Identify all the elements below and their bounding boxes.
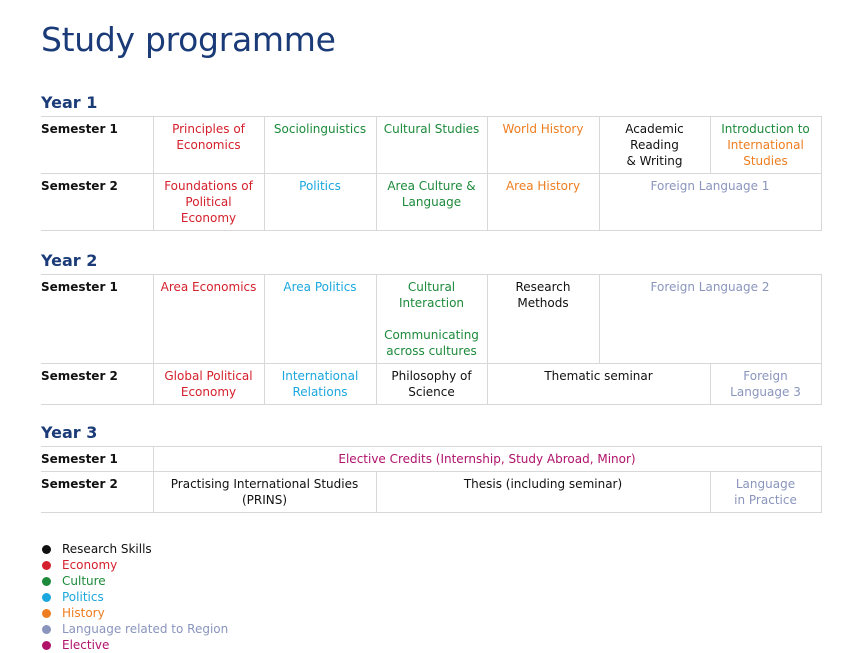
- course-foreign-language-3: Foreign Language 3: [710, 364, 821, 405]
- page-title: Study programme: [41, 20, 336, 59]
- bullet-dot-icon: [42, 641, 51, 650]
- course-global-political-economy: Global Political Economy: [153, 364, 264, 405]
- bullet-dot-icon: [42, 625, 51, 634]
- year-1-table: [41, 116, 822, 231]
- legend: [41, 541, 864, 653]
- course-thesis: Thesis (including seminar): [376, 472, 710, 513]
- year-1-semester-1-row: [41, 117, 821, 174]
- course-foreign-language-2: Foreign Language 2: [599, 275, 821, 364]
- year-1-heading: Year 1: [41, 93, 98, 112]
- semester-label: Semester 2: [41, 174, 153, 231]
- legend-item-language-related-to-region: [41, 621, 864, 637]
- legend-item-history: [41, 605, 864, 621]
- year-2-semester-1-row: [41, 275, 821, 364]
- course-text-line: Academic: [625, 122, 684, 136]
- course-world-history: World History: [487, 117, 599, 174]
- course-text-line: Reading: [630, 138, 679, 152]
- course-text-part: International Studies: [727, 138, 804, 168]
- legend-label: Language related to Region: [62, 622, 229, 636]
- course-sociolinguistics: Sociolinguistics: [264, 117, 376, 174]
- course-foundations-of-political-economy: Foundations of Political Economy: [153, 174, 264, 231]
- year-3-table: [41, 446, 822, 513]
- course-area-politics: Area Politics: [264, 275, 376, 364]
- semester-label: Semester 1: [41, 447, 153, 472]
- course-text-line: & Writing: [626, 154, 683, 168]
- course-text-line: Language: [735, 477, 796, 491]
- legend-label: History: [62, 606, 105, 620]
- legend-item-elective: [41, 637, 864, 653]
- legend-label: Research Skills: [62, 542, 152, 556]
- legend-item-economy: [41, 557, 864, 573]
- legend-item-politics: [41, 589, 864, 605]
- year-2-table: [41, 274, 822, 405]
- course-elective-credits: Elective Credits (Internship, Study Abroad, Minor): [153, 447, 821, 472]
- course-foreign-language-1: Foreign Language 1: [599, 174, 821, 231]
- course-area-economics: Area Economics: [153, 275, 264, 364]
- course-introduction-to-international-studies: [710, 117, 821, 174]
- bullet-dot-icon: [42, 561, 51, 570]
- bullet-dot-icon: [42, 545, 51, 554]
- semester-label: Semester 2: [41, 472, 153, 513]
- legend-label: Culture: [62, 574, 106, 588]
- course-area-culture-language: Area Culture & Language: [376, 174, 487, 231]
- bullet-dot-icon: [42, 593, 51, 602]
- legend-item-culture: [41, 573, 864, 589]
- course-practising-international-studies: Practising International Studies (PRINS): [153, 472, 376, 513]
- legend-label: Elective: [62, 638, 110, 652]
- course-text-line: in Practice: [734, 493, 797, 507]
- semester-label: Semester 2: [41, 364, 153, 405]
- semester-label: Semester 1: [41, 275, 153, 364]
- course-text-part: Introduction to: [721, 122, 810, 136]
- legend-label: Politics: [62, 590, 104, 604]
- course-language-in-practice: [710, 472, 821, 513]
- year-1-semester-2-row: [41, 174, 821, 231]
- bullet-dot-icon: [42, 609, 51, 618]
- course-academic-reading-writing: [599, 117, 710, 174]
- year-2-heading: Year 2: [41, 251, 98, 270]
- semester-label: Semester 1: [41, 117, 153, 174]
- course-thematic-seminar: Thematic seminar: [487, 364, 710, 405]
- bullet-dot-icon: [42, 577, 51, 586]
- course-principles-of-economics: Principles of Economics: [153, 117, 264, 174]
- course-cultural-studies: Cultural Studies: [376, 117, 487, 174]
- legend-label: Economy: [62, 558, 118, 572]
- course-philosophy-of-science: Philosophy of Science: [376, 364, 487, 405]
- course-cultural-interaction: [376, 275, 487, 364]
- course-area-history: Area History: [487, 174, 599, 231]
- course-text-part: Communicating across cultures: [384, 328, 479, 358]
- year-3-semester-1-row: [41, 447, 821, 472]
- year-2-semester-2-row: [41, 364, 821, 405]
- course-research-methods: Research Methods: [487, 275, 599, 364]
- course-text-part: Cultural Interaction: [398, 280, 465, 310]
- course-international-relations: International Relations: [264, 364, 376, 405]
- year-3-semester-2-row: [41, 472, 821, 513]
- legend-item-research-skills: [41, 541, 864, 557]
- year-3-heading: Year 3: [41, 423, 98, 442]
- course-politics: Politics: [264, 174, 376, 231]
